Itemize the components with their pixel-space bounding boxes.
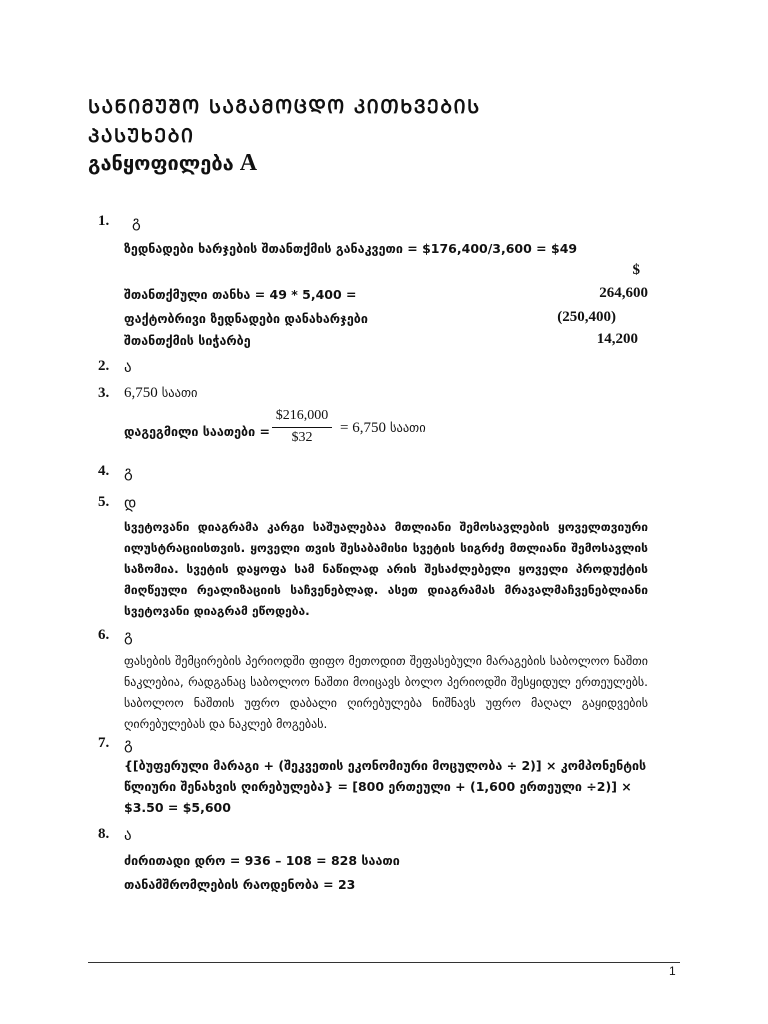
- question-number-2: 2.: [98, 358, 110, 374]
- q7-formula-line-1: {[ბუფერული მარაგი + (შეკვეთის ეკონომიური მოცულობა ÷ 2)] × კომპონენტის: [124, 758, 647, 773]
- q3-result-unit: საათი: [389, 420, 426, 435]
- question-number-5: 5.: [98, 494, 110, 510]
- answer-6: გ: [124, 627, 133, 645]
- q8-basic-time: ძირითადი დრო = 936 – 108 = 828 საათი: [124, 853, 400, 868]
- page-number: 1: [669, 964, 676, 978]
- fraction-bar: [272, 427, 332, 428]
- question-number-8: 8.: [98, 826, 110, 842]
- question-number-6: 6.: [98, 627, 110, 643]
- q3-label: დაგეგმილი საათები =: [124, 424, 270, 439]
- question-number-3: 3.: [98, 385, 110, 401]
- question-number-1: 1.: [98, 213, 110, 229]
- q1-row1-label: შთანთქმული თანხა = 49 * 5,400 =: [124, 287, 357, 302]
- q3-result-value: = 6,750: [340, 420, 386, 436]
- q3-numerator: $216,000: [275, 408, 329, 423]
- page-title-line-2: ᲞᲐᲡᲣᲮᲔᲑᲘ: [88, 125, 195, 147]
- answer-3-value: 6,750: [124, 385, 158, 401]
- q7-formula-line-2: წლიური შენახვის ღირებულება} = [800 ერთეული + (1,600 ერთეული ÷2)] ×: [124, 779, 632, 794]
- answer-5: დ: [124, 494, 137, 512]
- q1-currency: $: [632, 262, 640, 278]
- question-number-4: 4.: [98, 463, 110, 479]
- answer-2: ა: [124, 358, 132, 376]
- section-letter: A: [239, 150, 258, 176]
- page-title-line-1: ᲡᲐᲜᲘᲛᲣᲨᲝ ᲡᲐᲒᲐᲛᲝᲪᲓᲝ ᲙᲘᲗᲮᲕᲔᲑᲘᲡ: [88, 96, 481, 118]
- q1-row2-label: ფაქტობრივი ზედნადები დანახარჯები: [124, 311, 368, 326]
- answer-7: გ: [124, 735, 133, 753]
- q5-explanation: სვეტოვანი დიაგრამა კარგი საშუალებაა მთლიანი შემოსავლების ყოველთვიური ილუსტრაციისთვის. ყოველი თვის შესაბამისი სვეტის სიგრძე მთლიანი შემოსავლის საზომია. სვეტის დაყოფა სამ ნაწილად არის შესაძლებელი ყოველი პროდუქტის მიღწეული რეალიზაციის საჩვენებლად. ასეთ დიაგრამას მრავალმაჩვენებლიანი სვეტოვანი დიაგრამ ეწოდება.: [124, 520, 648, 618]
- q7-formula-line-3: $3.50 = $5,600: [124, 800, 231, 815]
- q8-employees: თანამშრომლების რაოდენობა = 23: [124, 877, 356, 892]
- q3-result: [340, 420, 426, 437]
- q1-row3-value: 14,200: [596, 331, 638, 347]
- q3-fraction: [272, 408, 332, 446]
- q6-explanation: ფასების შემცირების პერიოდში ფიფო მეთოდით შეფასებული მარაგების საბოლოო ნაშთი ნაკლებია, რადგანაც საბოლოო ნაშთი მოიცავს ბოლო პერიოდში შესყიდულ ერთეულებს. საბოლოო ნაშთის უფრო დაბალი ღირებულება ნიშნავს უფრო მაღალ გაყიდვების ღირებულებას და ნაკლებ მოგებას.: [124, 654, 648, 731]
- answer-3: [124, 385, 197, 402]
- answer-4: გ: [124, 463, 133, 481]
- q1-row2-value: (250,400): [557, 309, 616, 325]
- section-heading: [88, 150, 257, 177]
- answer-3-unit: საათი: [161, 385, 198, 400]
- answer-1: გ: [132, 213, 141, 231]
- q1-row3-label: შთანთქმის სიჭარბე: [124, 333, 251, 348]
- q1-rate-line: ზედნადები ხარჯების შთანთქმის განაკვეთი = $176,400/3,600 = $49: [124, 241, 578, 256]
- q3-denominator: $32: [291, 430, 313, 445]
- section-label: განყოფილება: [88, 151, 234, 175]
- footer-divider: [88, 962, 680, 963]
- question-number-7: 7.: [98, 735, 110, 751]
- q1-row1-value: 264,600: [599, 285, 648, 301]
- answer-8: ა: [124, 826, 132, 844]
